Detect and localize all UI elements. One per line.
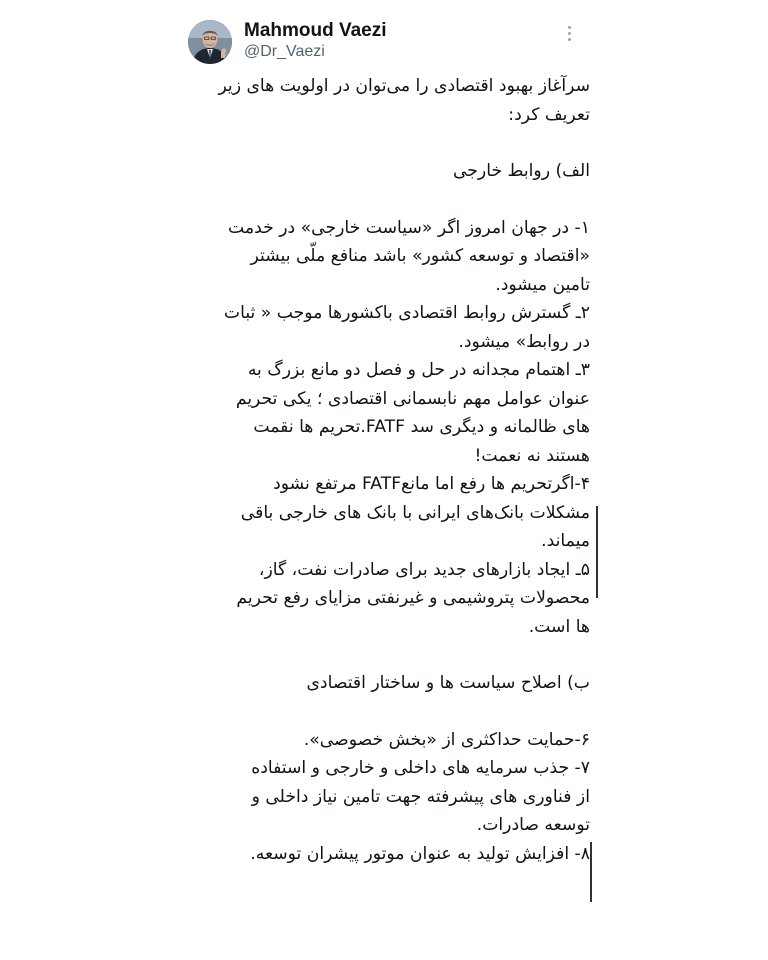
list-item-8: ۸- افزایش تولید به عنوان موتور پیشران توسعه. [250, 843, 590, 864]
list-item-6: ۶-حمایت حداکثری از «بخش خصوصی». [303, 729, 590, 750]
list-item-2: ۲ـ گسترش روابط اقتصادی باکشورها موجب « ثبات در روابط» میشود. [223, 303, 590, 352]
avatar-photo-icon [188, 20, 232, 64]
tweet-header [188, 18, 588, 66]
tweet-body [190, 72, 590, 868]
intro-text: سرآغاز بهبود اقتصادی را می‌توان در اولویت های زیر تعریف کرد: [218, 76, 590, 125]
section-b-title: ب) اصلاح سیاست ها و ساختار اقتصادی [306, 673, 590, 693]
quote-bar [596, 506, 598, 598]
list-item-1: ۱- در جهان امروز اگر «سیاست خارجی» در خدمت «اقتصاد و توسعه کشور» باشد منافع ملّی بیشتر تامین میشود. [228, 217, 590, 295]
more-options-icon[interactable] [565, 26, 573, 44]
author-name[interactable]: Mahmoud Vaezi [244, 20, 387, 41]
list-item-7: ۷- جذب سرمایه های داخلی و خارجی و استفاده از فناوری های پیشرفته جهت تامین نیاز داخلی و توسعه صادرات. [251, 758, 590, 835]
list-item-3: ۳ـ اهتمام مجدانه در حل و فصل دو مانع بزرگ به عنوان عوامل مهم نابسمانی اقتصادی ؛ یکی تحریم های ظالمانه و دیگری سد FATF.تحریم ها نقمت هستند نه نعمت! [235, 360, 590, 466]
quote-bar [590, 842, 592, 902]
list-item-4: ۴-اگرتحریم ها رفع اما مانعFATF مرتفع نشود مشکلات بانک‌های ایرانی با بانک های خارجی باقی میماند. [240, 474, 590, 551]
avatar[interactable] [188, 20, 232, 64]
author-handle[interactable]: @Dr_Vaezi [244, 43, 325, 60]
list-item-5: ۵ـ ایجاد بازارهای جدید برای صادرات نفت، گاز، محصولات پتروشیمی و غیرنفتی مزایای رفع تحریم ها است. [236, 559, 590, 637]
section-a-title: الف) روابط خارجی [452, 161, 590, 181]
